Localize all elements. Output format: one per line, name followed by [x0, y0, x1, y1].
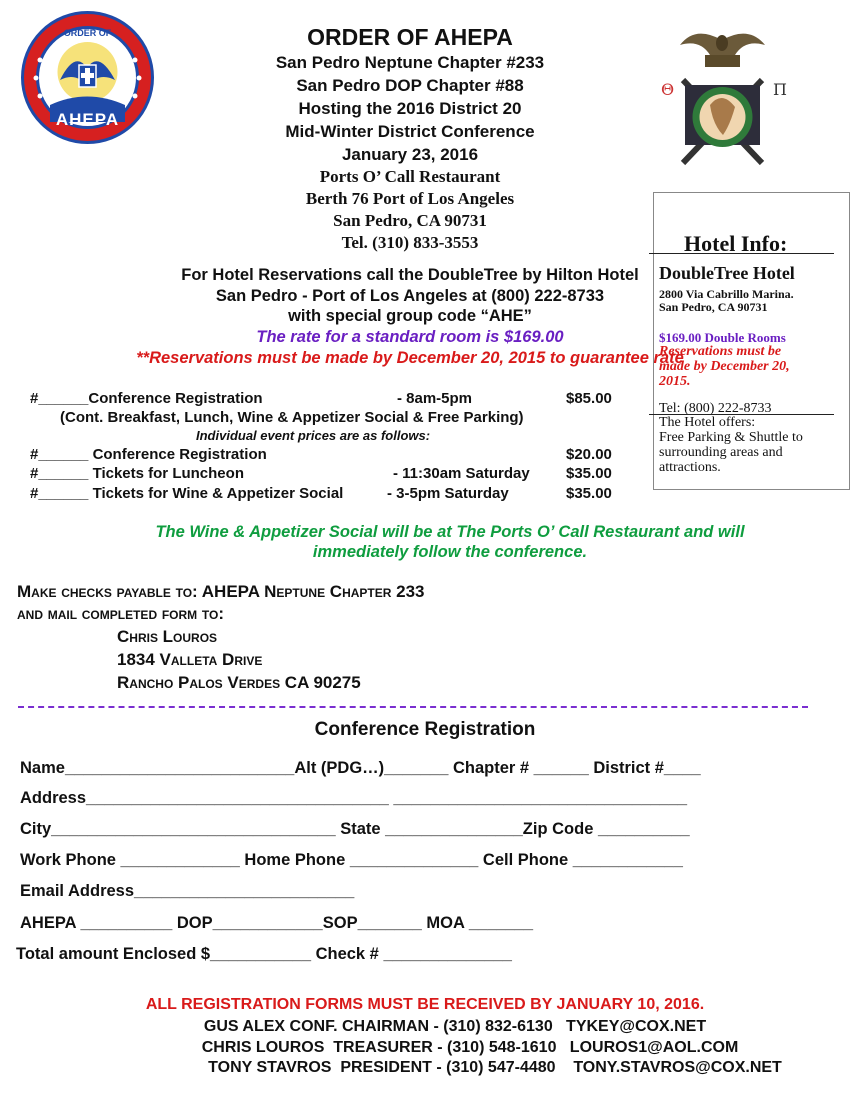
mail-street: 1834 Valleta Drive	[117, 650, 263, 669]
registration-time: - 3-5pm Saturday	[387, 485, 509, 502]
registration-item: #______ Conference Registration	[30, 446, 267, 463]
registration-price: $20.00	[566, 446, 612, 463]
city-field-row[interactable]: City_______________________________ State _______________Zip Code __________	[20, 820, 690, 838]
header-line: San Pedro Neptune Chapter #233	[275, 53, 545, 72]
address-field-row[interactable]: Address_________________________________ ________________________________	[20, 789, 688, 807]
hotel-deadline: 2015.	[659, 374, 691, 389]
hotel-rooms: $169.00 Double Rooms	[659, 330, 786, 345]
hotel-tel: Tel: (800) 222-8733	[659, 401, 772, 416]
hotel-offers: Free Parking & Shuttle to	[659, 430, 803, 445]
venue-line: Ports O’ Call Restaurant	[319, 167, 501, 186]
hotel-reservation-line: For Hotel Reservations call the DoubleTree by Hilton Hotel	[181, 266, 639, 284]
registration-price: $35.00	[566, 465, 612, 482]
phone-field-row[interactable]: Work Phone _____________ Home Phone ______________ Cell Phone ____________	[20, 851, 683, 869]
hotel-offers: surrounding areas and	[659, 445, 783, 460]
divider	[18, 706, 808, 708]
emblem	[661, 25, 787, 170]
hotel-address: 2800 Via Cabrillo Marina.	[659, 287, 794, 301]
registration-item: #______ Tickets for Wine & Appetizer Social	[30, 485, 344, 502]
logo-bottom-text: AHEPA	[55, 110, 120, 129]
social-note: The Wine & Appetizer Social will be at The Ports O’ Call Restaurant and will	[155, 523, 745, 541]
venue-line: Berth 76 Port of Los Angeles	[305, 189, 515, 208]
organization-field-row[interactable]: AHEPA __________ DOP____________SOP_______ MOA _______	[20, 914, 534, 932]
hotel-deadline: made by December 20,	[659, 359, 790, 374]
pi-letter: Π	[773, 80, 787, 99]
hotel-name: DoubleTree Hotel	[659, 263, 795, 283]
name-field-row[interactable]: Name_________________________Alt (PDG…)_______ Chapter # ______ District #____	[20, 759, 701, 777]
registration-time: - 11:30am Saturday	[393, 465, 530, 482]
individual-prices-note: Individual event prices are as follows:	[196, 428, 431, 443]
ahepa-logo	[20, 10, 155, 145]
registration-note: (Cont. Breakfast, Lunch, Wine & Appetizer Social & Free Parking)	[60, 409, 524, 426]
mail-name: Chris Louros	[117, 627, 218, 646]
forms-deadline: ALL REGISTRATION FORMS MUST BE RECEIVED BY JANUARY 10, 2016.	[145, 996, 705, 1013]
theta-letter: Θ	[661, 80, 675, 99]
registration-item: #______Conference Registration	[30, 390, 263, 407]
mail-city: Rancho Palos Verdes CA 90275	[117, 673, 361, 692]
contact-line: GUS ALEX CONF. CHAIRMAN - (310) 832-6130 TYKEY@COX.NET	[203, 1018, 707, 1035]
page-title: ORDER OF AHEPA	[307, 24, 513, 50]
venue-line: San Pedro, CA 90731	[333, 211, 487, 230]
hotel-deadline: Reservations must be	[659, 344, 782, 359]
room-rate: The rate for a standard room is $169.00	[256, 328, 564, 346]
header-line: January 23, 2016	[341, 145, 479, 164]
contact-line: TONY STAVROS PRESIDENT - (310) 547-4480 TONY.STAVROS@COX.NET	[208, 1059, 782, 1076]
social-note: immediately follow the conference.	[312, 543, 588, 561]
registration-price: $35.00	[566, 485, 612, 502]
hotel-offers: attractions.	[659, 460, 721, 475]
reservation-deadline: **Reservations must be made by December 20, 2015 to guarantee rate	[136, 349, 684, 367]
header-line: San Pedro DOP Chapter #88	[296, 76, 524, 95]
total-field-row[interactable]: Total amount Enclosed $___________ Check # ______________	[16, 945, 512, 963]
checks-payable: Make checks payable to: AHEPA Neptune Chapter 233	[17, 582, 425, 601]
registration-time: - 8am-5pm	[397, 390, 473, 407]
divider	[649, 253, 834, 254]
header-line: Mid-Winter District Conference	[285, 122, 535, 141]
form-title: Conference Registration	[314, 719, 536, 740]
venue-line: Tel. (310) 833-3553	[341, 233, 479, 252]
hotel-info-box	[653, 192, 850, 490]
hotel-reservation-line: San Pedro - Port of Los Angeles at (800) 222-8733	[215, 287, 605, 305]
hotel-address: San Pedro, CA 90731	[659, 300, 768, 314]
contact-line: CHRIS LOUROS TREASURER - (310) 548-1610 LOUROS1@AOL.COM	[201, 1039, 739, 1056]
email-field-row[interactable]: Email Address________________________	[20, 882, 355, 900]
logo-top-text: ORDER OF	[63, 28, 112, 38]
header-line: Hosting the 2016 District 20	[298, 99, 522, 118]
hotel-reservation-line: with special group code “AHE”	[288, 307, 532, 325]
hotel-info-heading: Hotel Info:	[684, 231, 788, 256]
mail-to-label: and mail completed form to:	[17, 604, 224, 623]
registration-price: $85.00	[566, 390, 612, 407]
hotel-offers: The Hotel offers:	[659, 415, 756, 430]
registration-item: #______ Tickets for Luncheon	[30, 465, 244, 482]
